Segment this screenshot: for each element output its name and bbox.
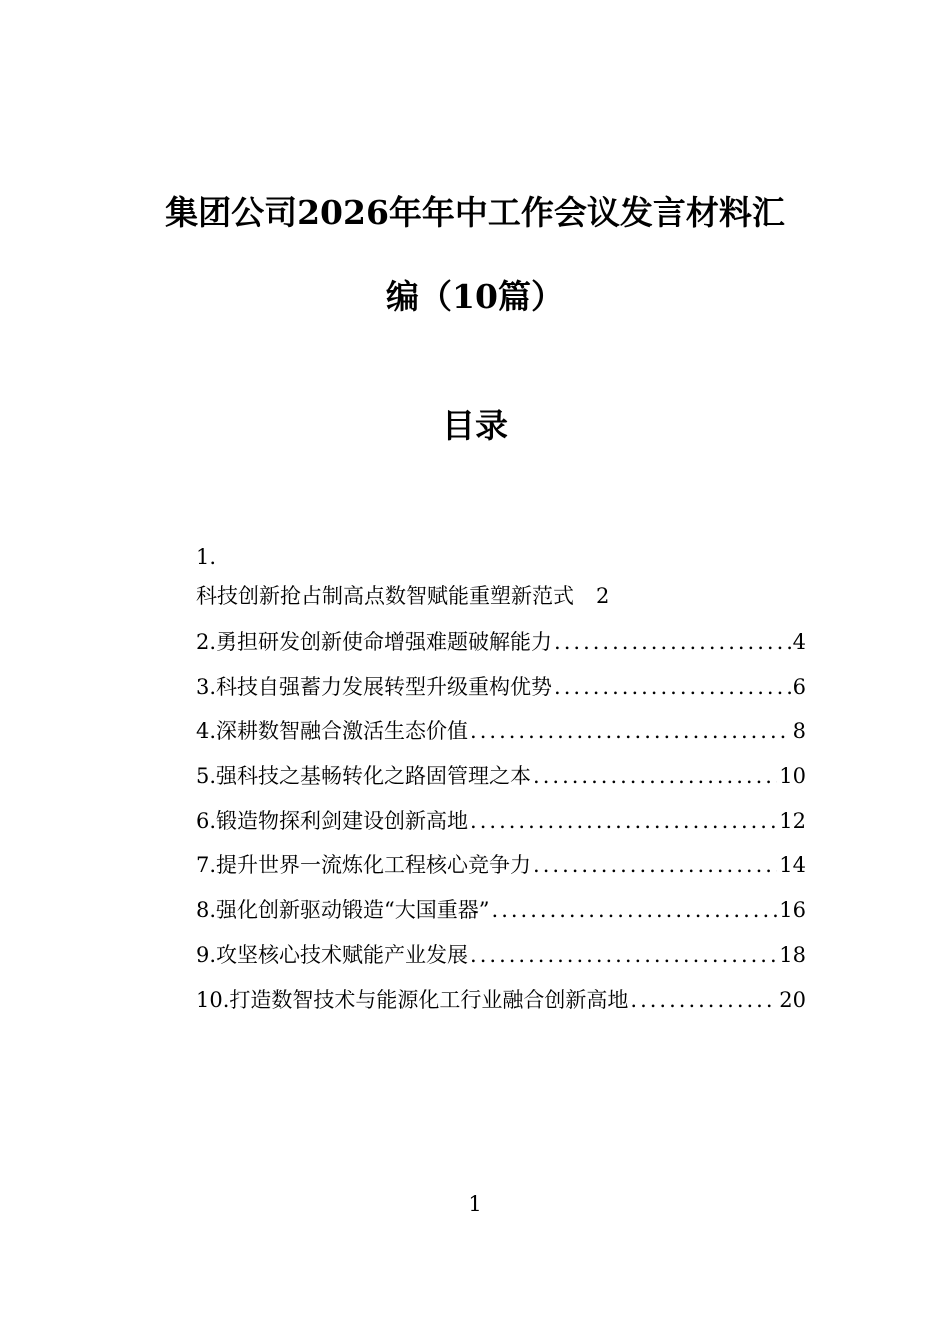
toc-item-6[interactable] xyxy=(196,799,806,844)
toc-leader-dots xyxy=(552,665,791,710)
toc-item-1-text: 科技创新抢占制高点数智赋能重塑新范式 xyxy=(196,584,574,608)
toc-item-8[interactable] xyxy=(196,888,806,933)
toc-item-text: 勇担研发创新使命增强难题破解能力 xyxy=(216,630,553,654)
toc-item-text: 打造数智技术与能源化工行业融合创新高地 xyxy=(229,987,629,1012)
document-title-line-2: 编（10篇） xyxy=(386,277,564,316)
toc-item-1-number: 1. xyxy=(196,545,217,569)
toc-item-text: 攻坚核心技术赋能产业发展 xyxy=(216,942,469,967)
toc-item-page: 12 xyxy=(779,808,806,833)
table-of-contents xyxy=(196,540,806,1022)
toc-item-number: 8. xyxy=(196,898,217,923)
toc-item-text: 提升世界一流炼化工程核心竞争力 xyxy=(216,853,532,878)
toc-item-1[interactable] xyxy=(196,574,806,618)
toc-item-page: 20 xyxy=(779,987,806,1012)
toc-item-text: 强科技之基畅转化之路固管理之本 xyxy=(216,764,532,789)
toc-item-text: 科技自强蓄力发展转型升级重构优势 xyxy=(216,674,553,699)
toc-item-number: 2. xyxy=(196,630,217,654)
toc-heading: 目录 xyxy=(442,406,508,445)
toc-item-number: 7. xyxy=(196,853,217,878)
toc-item-4[interactable] xyxy=(196,709,806,754)
toc-leader-dots xyxy=(628,978,777,1023)
toc-item-5[interactable] xyxy=(196,754,806,799)
toc-leader-dots xyxy=(531,843,777,888)
toc-item-10[interactable] xyxy=(196,978,806,1023)
toc-item-text: 深耕数智融合激活生态价值 xyxy=(216,719,469,744)
document-title xyxy=(140,190,810,358)
toc-item-page: 16 xyxy=(779,898,806,923)
toc-item-number: 3. xyxy=(196,674,217,699)
toc-item-1-page: 2 xyxy=(596,584,610,608)
toc-item-3[interactable] xyxy=(196,665,806,710)
toc-leader-dots xyxy=(552,620,791,665)
page-number: 1 xyxy=(468,1192,482,1216)
toc-item-page: 8 xyxy=(792,719,806,744)
toc-item-number: 4. xyxy=(196,719,217,744)
toc-leader-dots xyxy=(468,933,777,978)
toc-item-page: 18 xyxy=(779,942,806,967)
toc-item-9[interactable] xyxy=(196,933,806,978)
toc-leader-dots xyxy=(490,888,778,933)
toc-leader-dots xyxy=(468,709,791,754)
toc-item-2[interactable] xyxy=(196,620,806,665)
toc-item-number: 6. xyxy=(196,808,217,833)
toc-item-page: 4 xyxy=(792,630,806,654)
toc-item-text: 锻造物探利剑建设创新高地 xyxy=(216,808,469,833)
toc-item-page: 6 xyxy=(792,674,806,699)
toc-leader-dots xyxy=(531,754,777,799)
toc-item-number: 10. xyxy=(196,987,230,1012)
toc-item-number: 9. xyxy=(196,942,217,967)
toc-item-number: 5. xyxy=(196,764,217,789)
toc-leader-dots xyxy=(468,799,777,844)
toc-item-page: 14 xyxy=(779,853,806,878)
toc-item-text: 强化创新驱动锻造“大国重器” xyxy=(216,898,490,923)
toc-item-page: 10 xyxy=(779,764,806,789)
document-title-line-1: 集团公司2026年年中工作会议发言材料汇 xyxy=(165,193,785,232)
toc-item-7[interactable] xyxy=(196,843,806,888)
